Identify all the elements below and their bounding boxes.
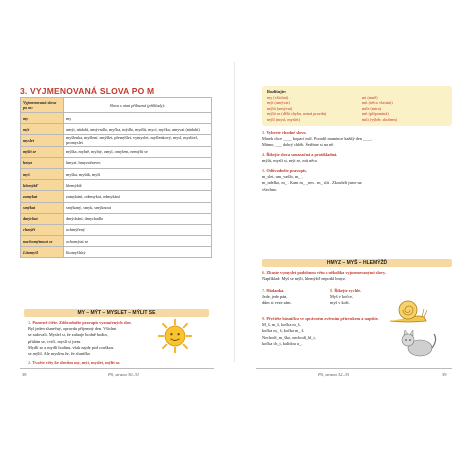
table-header-cell: Vyjmenovaná slova po m: [21,98,64,113]
exercise-text: M_š, m_š, kočka m_š, [262,322,301,328]
table-key: dmýchat [21,213,64,224]
table-row [21,191,212,202]
table-header [21,98,212,113]
box-title: Rozlišujte: [267,89,287,94]
exercise-number: 1. [28,320,32,325]
exercise-text: kočka ch_t, kalídou u_. [262,340,303,346]
rozlisujte-box [262,86,452,126]
exercise-heading: Hádanka. [266,288,285,293]
exercise-text: m_ndelko, m_ . Kam m_ _nes . m_ slit . Zkoušeli jsme na [262,180,362,186]
table-row [21,124,212,135]
table-value: myšlenka, myšlení, smýšlet, přemýšlet, vymyslet, myšlenkový, mysl, myslitel, promyslet [64,135,212,146]
cat-illustration [398,326,438,360]
exercise-5: 5. Odůvodněte pravopis. m_slet, um_vadlo, m_ , m_ndelko, m_ . Kam m_ _nes . m_ slit . Zkoušeli jsme na všechno. [262,168,362,192]
section-title: 3. VYJMENOVANÁ SLOVA PO M [20,86,155,96]
table-key: mýlit se [21,146,64,157]
exercise-text: Mámo, ___ dobrý chléb. Šetříme si na ně. [262,142,335,148]
exercise-text: myš v koši. [330,300,350,306]
box-item: my (všichni) [267,94,289,100]
table-key: mýt [21,124,64,135]
exercise-text: Myš v kočce, [330,294,354,300]
exercise-4: 4. Říkejte slova souznačná a protikladná. mýlit, myslí si, mýt se, mít něco [262,152,338,164]
section-bar-hmyz: HMYZ – MYŠ – HLEMÝŽĎ [262,259,452,267]
exercise-text: Jede, jede pán, [262,294,288,300]
table-key: Litomyšl [21,247,64,258]
exercise-heading: Říkejte rychle. [334,288,362,293]
table-row [21,236,212,247]
box-item: mít (něco vlastnit) [362,100,393,105]
exercise-text: dům si veze sám. [262,300,292,306]
table-key: myslet [21,135,64,146]
table-row [21,135,212,146]
exercise-heading: Přečtěte básničku ve správném zvěrním přízvukem a napište. [266,316,379,321]
exercise-heading: Odůvodněte pravopis. [266,168,307,173]
table-row [21,202,212,213]
table-row [21,168,212,179]
box-item: mýlí (mysl, myslet) [267,116,300,122]
exercise-heading: Pozorně čtěte. Zdůvodněte pravopis vyznačených slov. [32,320,132,325]
table-value: umýt, nádobí, umývadlo, myčka, mýdlo, mydlit, mycí, myčka, umyvat (nádobí) [64,124,212,135]
exercise-heading: Říkejte slova souznačná a protikladná. [266,152,338,157]
exercise-text: Například: Myš se mýlí, hlemýžď nepotkl hmyz. [262,276,346,282]
table-key: hmyz [21,157,64,168]
snail-illustration [388,295,428,325]
footer-rule [20,368,214,369]
table-row [21,113,212,124]
footer-rule [256,368,452,369]
page-number-left: 38 [22,372,27,377]
vyjmenovana-slova-table [20,97,212,258]
exercise-text: Nechodí_m_ško, nechodí_bl_t, [262,334,316,340]
box-item: mi (mně) [362,94,378,100]
exercise-text: m_slet, um_vadlo, m_ , [262,174,303,180]
box-item: mýlit se (dělá chybu, nemá pravdu) [267,111,327,116]
table-value: dmýchání, dmychadlo [64,213,212,224]
box-left-col [267,89,326,122]
book-gutter [234,62,235,362]
exercise-text: přidám se, cvičí, myslí si jsem. [28,338,82,344]
table-row [21,146,212,157]
box-item: míle (míra) [362,105,381,111]
table-value: myška, myšák, myší [64,168,212,179]
exercise-3: 3. Vyberte vhodné slovo. Marek chce ____ kopací míč. Poradil mamince každý den ____. Mámo, ___ dobrý chléb. Šetříme si na ně. [262,130,373,148]
table-row [21,224,212,235]
page-number-right: 39 [442,372,447,377]
exercise-heading: Tvořte věty ke slovům my, mýt, myslet, mýlit se. [32,360,121,365]
exercise-6: 6. Zkuste vymyslet podobnou větu s několika vyjmenovanými slovy. Například: Myš se mýlí, hlemýžď nepotkl hmyz. [262,270,386,282]
table-value: zamykání, odemykat, odmykání [64,191,212,202]
table-key: nachomýtnout se [21,236,64,247]
exercise-text: Byl jeden slunečný, opravdu příjemný den. Všichni [28,326,117,332]
section-bar-my-myt: MY – MÝT – MYSLET – MÝLIT SE [24,309,209,317]
table-key: zamykat [21,191,64,202]
table-row [21,247,212,258]
box-item: mýlit (umývat) [267,105,293,111]
exercise-7: 7. Hádanka. Jede, jede pán, dům si veze sám. [262,288,292,306]
table-row [21,157,212,168]
table-value: mýlka, mylně, mylný, omyl, omylem, nemýlit se [64,146,212,157]
table-key: my [21,113,64,124]
table-row [21,213,212,224]
table-value: ochomýtat se [64,236,212,247]
table-row [21,180,212,191]
exercise-text: Marek chce ____ kopací míč. Poradil mamince každý den ____. [262,136,373,142]
exercise-text: kočka m_ š, kočka m_ š. [262,328,305,334]
table-value: hmyzí, hmyzožravec [64,157,212,168]
table-value: smýkaný, smyk, smýknout [64,202,212,213]
exercise-9: 9. Přečtěte básničku ve správném zvěrním přízvukem a napište. M_š, m_š, kočka m_š, kočka m_ š, kočka m_ š. Nechodí_m_ško, nechodí_bl_t, kočka ch_t, kalídou u_. [262,316,379,346]
table-value: litomyšlský [64,247,212,258]
table-key: hlemýžď [21,180,64,191]
table-header-cell: Slova s nimi příbuzná (příklady): [64,98,212,113]
box-item: mili (výběr, sbohem) [362,116,398,122]
exercise-8: 8. Říkejte rychle. Myš v kočce, myš v koši. [330,288,362,306]
exercise-text: se mýlil. Ale myslím že, že sluníčko [28,351,91,357]
workbook-ref-left: PS, strana 30–31 [108,372,140,377]
box-item: mít (připomíná) [362,111,389,116]
exercise-text: se radovali. Myslel si, že zahraje hodně hodin, [28,332,108,338]
box-item: mýt (umývat) [267,100,290,105]
table-key: smýkat [21,202,64,213]
exercise-1 [28,320,158,357]
exercise-text: Mydlí se a mydlí hodinu, však najde pod rouškou. [28,344,115,350]
table-value: my [64,113,212,124]
table-value: hlemýždí [64,180,212,191]
exercise-text: mýlit, myslí si, mýt se, mít něco [262,158,318,164]
table-value: ochmýřený [64,224,212,235]
exercise-heading: Vyberte vhodné slovo. [266,130,307,135]
workbook-ref-right: PS, strana 32–33 [318,372,350,377]
table-key: chmýří [21,224,64,235]
exercise-text: všechno. [262,186,278,192]
table-key: myš [21,168,64,179]
box-right-col [362,95,397,123]
sun-illustration [157,318,193,354]
exercise-2: 2. Tvořte věty ke slovům my, mýt, myslet, mýlit se. [28,360,121,365]
exercise-heading: Zkuste vymyslet podobnou větu s několika vyjmenovanými slovy. [266,270,386,275]
